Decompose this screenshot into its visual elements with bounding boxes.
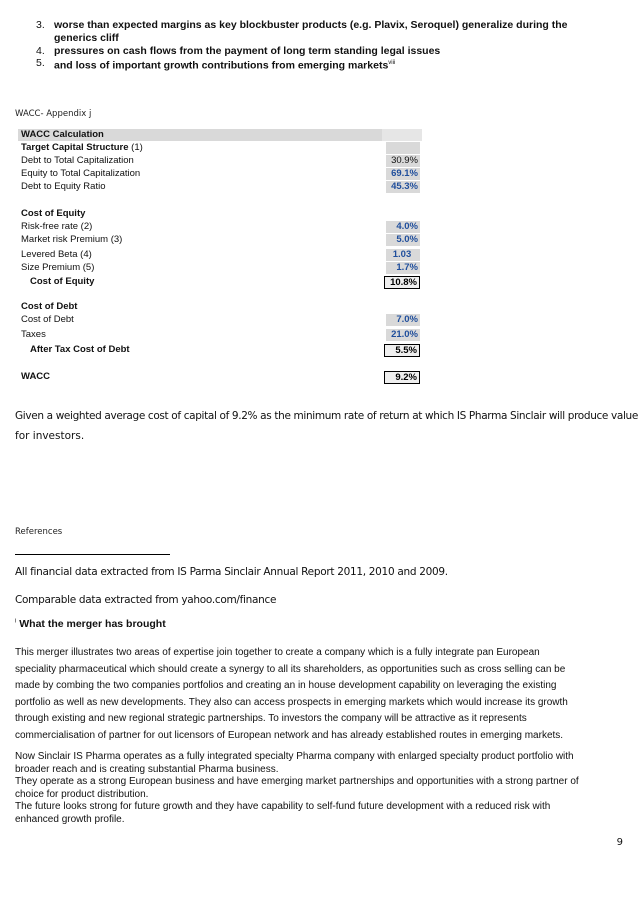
row-label: Market risk Premium (3) (21, 234, 123, 245)
list-text-main: and loss of important growth contributions from emerging markets (54, 59, 389, 72)
list-text: pressures on cash flows from the payment of long term standing legal issues (54, 45, 441, 57)
list-number: 4. (36, 45, 45, 57)
footnote-heading-text: What the merger has brought (19, 618, 166, 630)
paragraph-line: The future looks strong for future growth and they have capability to self-fund future development with a reduced risk with (15, 801, 551, 812)
list-number: 3. (36, 19, 45, 31)
row-label: Debt to Equity Ratio (21, 181, 106, 192)
after-tax-row (18, 344, 422, 356)
list-number: 5. (36, 57, 45, 69)
cost-of-debt-heading-row (18, 301, 422, 313)
row-label: Cost of Debt (21, 314, 74, 325)
target-structure-label (21, 142, 143, 154)
row-label: Levered Beta (4) (21, 249, 92, 260)
risk-free-row (18, 221, 422, 233)
row-value: 7.0% (386, 314, 420, 326)
paragraph-line: through existing and new regional strategic partnerships. To investors the company will be attractive as it represents (15, 713, 527, 725)
row-label: WACC (21, 371, 51, 382)
row-value: 1.03 (386, 249, 420, 261)
row-label: Debt to Total Capitalization (21, 155, 134, 166)
paragraph-line: speciality pharmaceutical which should create a synergy to all its shareholders, as opportunities such as cross selling can be (15, 663, 566, 675)
paragraph-line: portfolio as well as new developments. They also can access prospects in emerging markets which would increase its growth (15, 696, 568, 708)
row-label: Size Premium (5) (21, 262, 95, 273)
references-label: References (15, 527, 63, 537)
cost-of-equity-heading-row (18, 208, 422, 220)
paragraph-line: broader reach and is creating substantial Pharma business. (15, 763, 279, 775)
row-value: 21.0% (386, 329, 420, 341)
target-structure-suffix: (1) (128, 142, 143, 153)
endnote-marker: viii (388, 60, 396, 66)
row-value: 9.2% (384, 371, 420, 384)
paragraph-line: enhanced growth profile. (15, 813, 125, 825)
taxes-row (18, 329, 422, 341)
market-risk-row (18, 234, 422, 246)
levered-beta-row (18, 249, 422, 261)
row-value: 4.0% (386, 221, 420, 233)
cost-of-debt-heading: Cost of Debt (21, 301, 78, 312)
cost-of-equity-row (18, 276, 422, 288)
row-value: 45.3% (386, 181, 420, 193)
target-structure-bold: Target Capital Structure (21, 142, 129, 153)
size-premium-row (18, 262, 422, 274)
footnote-marker: i (15, 618, 17, 625)
appendix-label: WACC- Appendix j (15, 109, 92, 119)
row-value: 30.9% (386, 155, 420, 167)
equity-to-total-row (18, 168, 422, 180)
list-text: worse than expected margins as key blockbuster products (e.g. Plavix, Seroquel) generalize during the (54, 19, 568, 31)
row-label: Cost of Equity (30, 276, 95, 287)
paragraph-line: choice for product distribution. (15, 788, 149, 800)
target-structure-row (18, 142, 422, 154)
paragraph-line: Now Sinclair IS Pharma operates as a fully integrated specialty Pharma company with enlarged specialty product portfolio with (15, 751, 574, 762)
row-label: After Tax Cost of Debt (30, 344, 130, 355)
wacc-row (18, 371, 422, 383)
empty-value-cell (386, 142, 420, 154)
conclusion-line-1: Given a weighted average cost of capital of 9.2% as the minimum rate of return at which IS Pharma Sinclair will produce value (15, 410, 638, 422)
row-value: 5.5% (384, 344, 420, 357)
row-label: Taxes (21, 329, 46, 340)
paragraph-line: This merger illustrates two areas of expertise join together to create a company which is a fully integrate pan European (15, 647, 540, 658)
footnote-heading (15, 618, 166, 630)
list-text-continued: generics cliff (54, 32, 119, 44)
cost-of-equity-heading: Cost of Equity (21, 208, 86, 219)
cost-of-debt-row (18, 314, 422, 326)
wacc-header-row (18, 129, 422, 141)
row-value: 69.1% (386, 168, 420, 180)
row-value: 10.8% (384, 276, 420, 289)
row-label: Equity to Total Capitalization (21, 168, 141, 179)
row-value: 5.0% (386, 234, 420, 246)
row-value: 1.7% (386, 262, 420, 274)
list-text (54, 57, 395, 72)
row-label: Risk-free rate (2) (21, 221, 93, 232)
paragraph-line: commercialisation of partner for out licensors of European network and has already established routes in emerging markets. (15, 729, 564, 741)
debt-to-total-row (18, 155, 422, 167)
paragraph-line: made by combing the two companies portfolios and creating an in house development capability on leveraging the existing (15, 680, 557, 692)
page-number: 9 (616, 837, 623, 848)
wacc-header: WACC Calculation (21, 129, 104, 140)
conclusion-line-2: for investors. (15, 430, 85, 442)
footnote-separator (15, 554, 170, 555)
debt-to-equity-row (18, 181, 422, 193)
header-value-cell (382, 129, 422, 141)
merger-paragraph (15, 645, 623, 745)
reference-1: All financial data extracted from IS Parma Sinclair Annual Report 2011, 2010 and 2009. (15, 566, 448, 578)
sinclair-paragraph (15, 751, 623, 826)
reference-2: Comparable data extracted from yahoo.com/finance (15, 594, 277, 606)
paragraph-line: They operate as a strong European business and have emerging market partnerships and opportunities with a strong partner of (15, 776, 579, 787)
